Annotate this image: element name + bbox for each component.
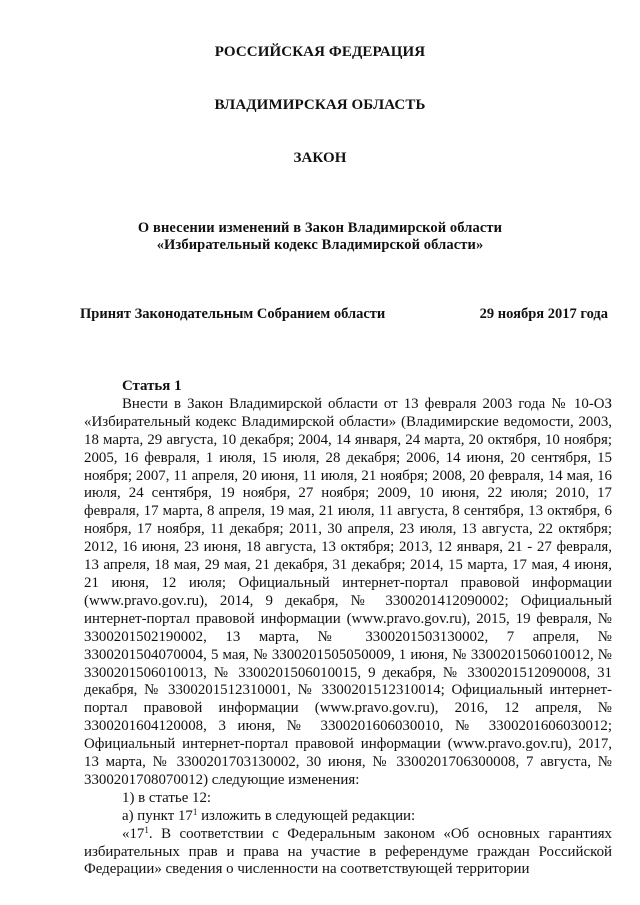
item-a-sup: 1 <box>192 806 198 817</box>
quoted-text <box>84 826 612 880</box>
item-a-suffix: изложить в следующей редакции: <box>197 807 416 824</box>
quote-sup: 1 <box>144 824 149 835</box>
article-body <box>84 378 612 879</box>
item-a-prefix: а) пункт 17 <box>122 807 193 824</box>
quote-suffix: . В соответствии с Федеральным законом «Об основных гарантиях избирательных прав и права на участие в референдуме граждан Российской Федерации» сведения о численности на соответствующей территории <box>84 825 612 878</box>
item-a <box>84 808 612 826</box>
region-heading: ВЛАДИМИРСКАЯ ОБЛАСТЬ <box>214 97 426 113</box>
article-intro: Внести в Закон Владимирской области от 13 февраля 2003 года № 10-ОЗ «Избирательный кодекс Владимирской области» (Владимирские ведомости, 2003, 18 марта, 29 августа, 10 декабря; 2004, 14 января, 24 марта, 20 октября, 10 ноября; 2005, 16 февраля, 1 июля, 15 июля, 28 декабря; 2006, 14 июня, 20 сентября, 15 ноября; 2007, 11 апреля, 20 июня, 11 июля, 21 ноября; 2008, 20 февраля, 14 мая, 16 июля, 24 сентября, 19 ноября, 27 ноября; 2009, 10 июня, 22 июля; 2010, 17 февраля, 17 марта, 8 апреля, 19 мая, 21 июля, 11 августа, 8 сентября, 13 октября, 6 ноября, 17 ноября, 11 декабря; 2011, 30 апреля, 23 июля, 13 августа, 22 октября; 2012, 16 июня, 23 июня, 18 августа, 13 октября; 2013, 12 января, 21 - 27 февраля, 13 апреля, 18 мая, 29 мая, 21 декабря, 31 декабря; 2014, 15 марта, 17 мая, 4 июня, 21 июня, 12 июля; Официальный интернет-портал правовой информации (www.pravo.gov.ru), 2014, 9 декабря, № 3300201412090002; Официальный интернет-портал правовой информации (www.pravo.gov.ru), 2015, 19 февраля, № 3300201502190002, 13 марта, № 3300201503130002, 7 апреля, № 3300201504070004, 5 мая, № 3300201505050009, 1 июня, № 3300201506010012, № 3300201506010013, № 3300201506010015, 9 декабря, № 3300201512090008, 31 декабря, № 3300201512310001, № 3300201512310014; Официальный интернет-портал правовой информации (www.pravo.gov.ru), 2016, 12 апреля, № 3300201604120008, 3 июня, № 3300201606030010, № 3300201606030012; Официальный интернет-портал правовой информации (www.pravo.gov.ru), 2017, 13 марта, № 3300201703130002, 30 июня, № 3300201706300008, 7 августа, № 3300201708070012) следующие изменения: <box>84 395 612 788</box>
doc-type-heading: ЗАКОН <box>293 150 347 166</box>
law-title-line1: О внесении изменений в Закон Владимирской области <box>137 220 503 236</box>
item-1: 1) в статье 12: <box>122 789 212 806</box>
adoption-date: 29 ноября 2017 года <box>479 306 608 322</box>
country-heading: РОССИЙСКАЯ ФЕДЕРАЦИЯ <box>214 44 426 60</box>
article-heading: Статья 1 <box>122 378 182 394</box>
law-title-line2: «Избирательный кодекс Владимирской области» <box>156 237 484 253</box>
adoption-line <box>80 306 608 323</box>
adopted-by: Принят Законодательным Собранием области <box>80 306 386 322</box>
quote-prefix: «17 <box>122 825 145 842</box>
law-title <box>0 220 640 254</box>
